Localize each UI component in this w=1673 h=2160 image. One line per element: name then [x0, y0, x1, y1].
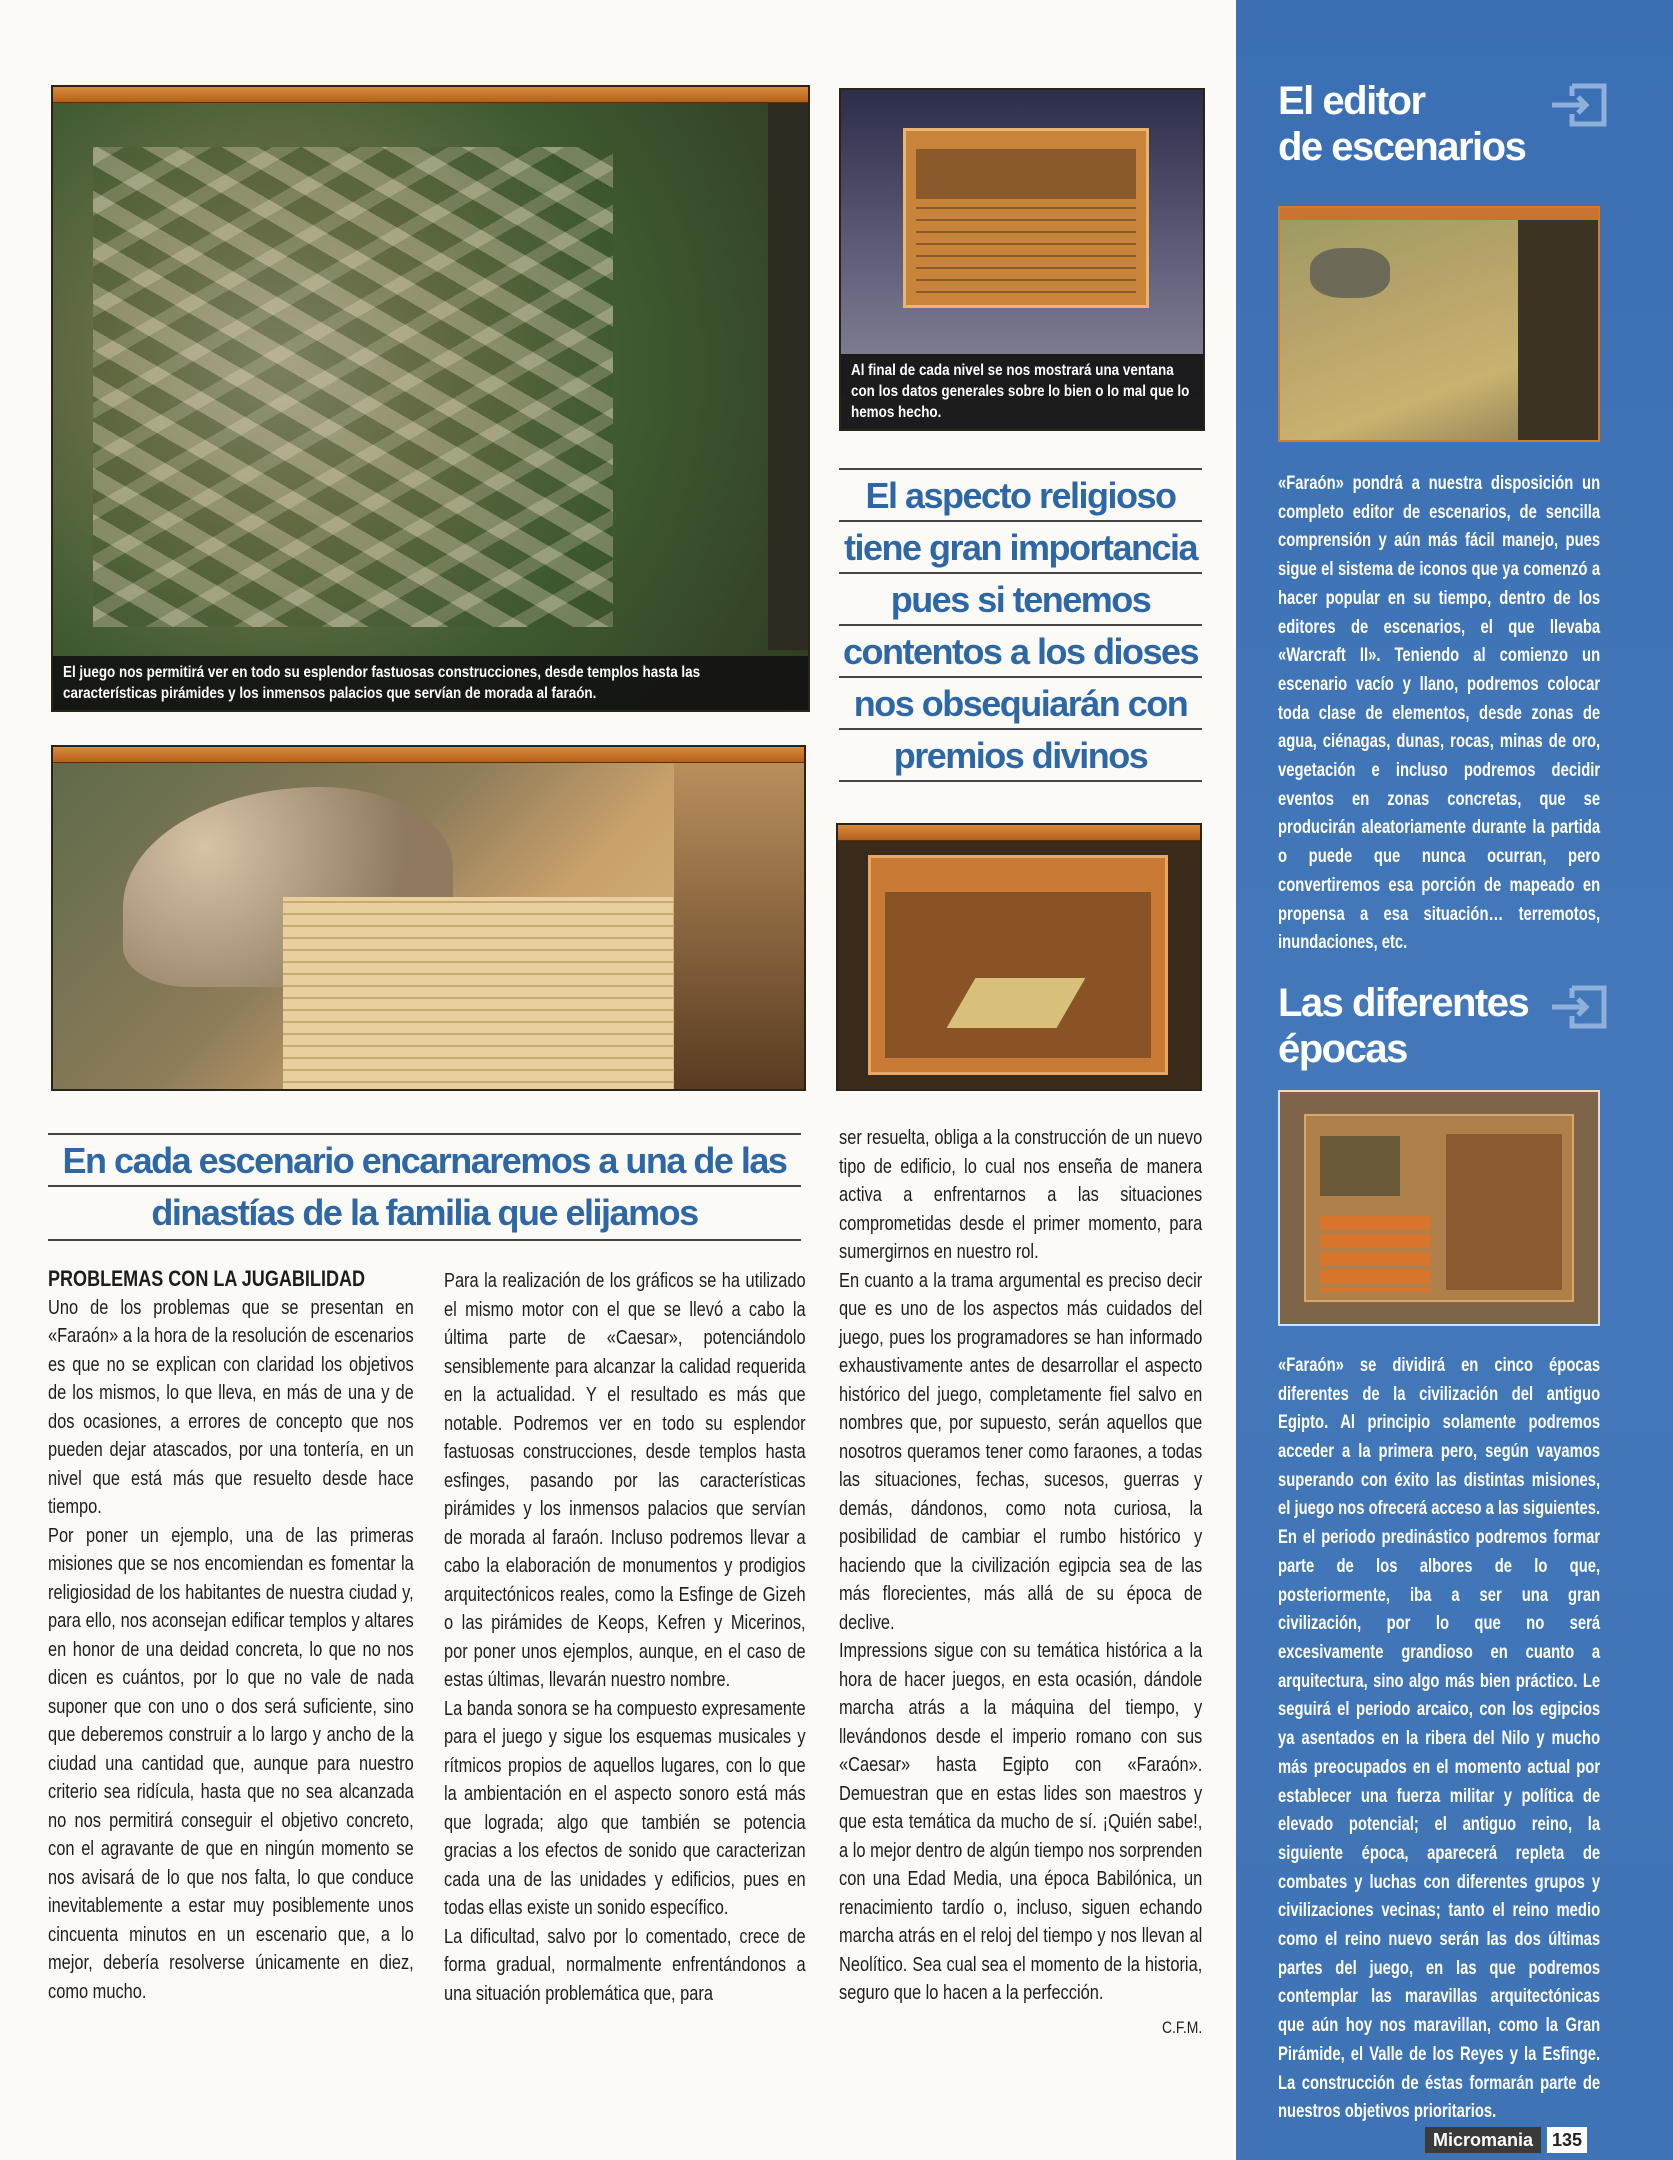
- headline-line: En cada escenario encarnaremos a una de las: [48, 1135, 801, 1187]
- sidebar-text-epochs: «Faraón» se dividirá en cinco épocas diferentes de la civilización del antiguo Egipto. Al principio solamente podremos acceder a la primera pero, según vayamos superando con éxito las distintas misiones, el juego nos ofrecerá acceso a las siguientes. En el periodo predinástico podremos formar parte de los albores de lo que, posteriormente, iba a ser una gran civilización, por lo que no será excesivamente grandioso en cuanto a arquitectura, sino algo más bien práctico. Le seguirá el periodo arcaico, con los egipcios ya asentados en la ribera del Nilo y mucho más preocupados en el momento actual por establecer una fuerza militar y política de elevado potencial; el antiguo reino, la siguiente época, aparecerá repleta de combates y luchas con diferentes grupos y civilizaciones vecinas; tanto el reino medio como el reino nuevo serán las dos últimas partes del juego, en las que podremos contemplar las maravillas arquitectónicas que aún hoy nos maravillan, como la Gran Pirámide, el Valle de los Reyes y la Esfinge. La construcción de éstas formarán parte de nuestros objetivos prioritarios.: [1278, 1354, 1601, 2123]
- footer-brand: [1425, 2127, 1673, 2153]
- article-column-3: [839, 1124, 1202, 2042]
- pull-quote-line: tiene gran importancia: [839, 522, 1202, 574]
- headline: [48, 1133, 801, 1241]
- paragraph: La banda sonora se ha compuesto expresamente para el juego y sigue los esquemas musicales y rítmicos propios de aquellos lugares, con lo que la ambientación en el aspecto sonoro está más que lograda; algo que también se potencia gracias a los efectos de sonido que caracterizan cada una de las unidades y edificios, pues en todas ellas existe un sonido específico.: [444, 1697, 806, 1919]
- sidebar: [1236, 0, 1673, 2160]
- map-dialog: [868, 855, 1168, 1075]
- editor-screenshot: [1278, 206, 1600, 442]
- magazine-name: Micromania: [1425, 2127, 1541, 2153]
- sphinx-screenshot: [51, 745, 806, 1091]
- city-buildings: [93, 147, 613, 627]
- paragraph: Para la realización de los gráficos se ha utilizado el mismo motor con el que se llevó a cabo la última parte de «Caesar», potenciándolo sensiblemente para alcanzar la calidad requerida en la actualidad. Y el resultado es más que notable. Podremos ver en todo su esplendor fastuosas construcciones, desde templos hasta esfinges, pasando por las características pirámides y los inmensos palacios que servían de morada al faraón. Incluso podremos llevar a cabo la elaboración de monumentos y prodigios arquitectónicos reales, como la Esfinge de Gizeh o las pirámides de Keops, Kefren y Micerinos, por poner unos ejemplos, aunque, en el caso de estas últimas, llevarán nuestro nombre.: [444, 1270, 806, 1691]
- city-screenshot: [51, 85, 810, 712]
- game-sidepanel: [674, 763, 804, 1089]
- paragraph: Uno de los problemas que se presentan en «Faraón» a la hora de la resolución de escenarios es que no se explican con claridad los objetivos de los mismos, lo que lleva, en más de una y de dos ocasiones, a errores de concepto que nos pueden dejar atascados, por una tontería, en un nivel que está más que resuelto desde hace tiempo.: [48, 1296, 414, 1518]
- paragraph: La dificultad, salvo por lo comentado, crece de forma gradual, normalmente enfrentándonos a una situación problemática que, para: [444, 1925, 806, 2005]
- page-number: 135: [1547, 2127, 1587, 2153]
- game-menubar: [838, 825, 1200, 841]
- city-caption: El juego nos permitirá ver en todo su esplendor fastuosas construcciones, desde templos hasta las características pirámides y los inmensos palacios que servían de morada al faraón.: [53, 656, 808, 710]
- sidebar-head-editor: [1278, 78, 1608, 170]
- victory-screenshot: [839, 88, 1205, 431]
- pull-quote-line: pues si tenemos: [839, 574, 1202, 626]
- victory-dialog: [903, 128, 1149, 308]
- pull-quote-line: premios divinos: [839, 730, 1202, 782]
- article-column-1: [48, 1265, 414, 2006]
- paragraph: Por poner un ejemplo, una de las primeras misiones que se nos encomiendan es fomentar la religiosidad de los habitantes de nuestra ciudad y, para ello, nos aconsejan edificar templos y altares en honor de una deidad concreta, lo que no nos dicen es cuántos, por lo que no vale de nada suponer que con uno o dos será suficiente, sino que deberemos construir a lo largo y ancho de la ciudad una cantidad que, aunque para nuestro criterio sea ridícula, hasta que no sea alcanzada no nos permitirá conseguir el objetivo concreto, con el agravante de que en ningún momento se nos avisará de lo que nos falta, lo que conduce inevitablemente a estar muy posiblemente unos cincuenta minutos en un escenario que, a lo mejor, debería resolverse únicamente en diez, como mucho.: [48, 1524, 414, 2003]
- pull-quote-line: nos obsequiarán con: [839, 678, 1202, 730]
- signature: C.F.M.: [1161, 2017, 1203, 2037]
- pull-quote: [839, 468, 1202, 782]
- headline-line: dinastías de la familia que elijamos: [151, 1192, 698, 1233]
- pull-quote-line: El aspecto religioso: [839, 470, 1202, 522]
- paragraph: Impressions sigue con su temática histórica a la hora de hacer juegos, en esta ocasión, dándole marcha atrás a la máquina del tiempo, y llevándonos desde el imperio romano con sus «Caesar» hasta Egipto con «Faraón». Demuestran que en estas lides son maestros y que esta temática da mucho de sí. ¡Quién sabe!, a lo mejor dentro de algún tiempo nos sorprenden con una Edad Media, una época Babilónica, un renacimiento tardío o, incluso, siguen echando marcha atrás en el reloj del tiempo y nos llevan al Neolítico. Sea cual sea el momento de la historia, seguro que lo hacen a la perfección.: [839, 1640, 1203, 2004]
- sidebar-text-editor: «Faraón» pondrá a nuestra disposición un completo editor de escenarios, de sencilla comprensión y aún más fácil manejo, pues sigue el sistema de iconos que ya comenzó a hacer popular en su tiempo, dentro de los editores de escenarios, el que llevaba «Warcraft II». Teniendo al comienzo un escenario vacío y llano, podremos colocar toda clase de elementos, desde zonas de agua, ciénagas, dunas, rocas, minas de oro, vegetación e incluso podremos decidir eventos en zonas concretas, que se producirán aleatoriamente durante la partida o puede que nunca ocurran, pero convertiremos esa porción de mapeado en propensa a esa situación… terremotos, inundaciones, etc.: [1278, 473, 1601, 954]
- epochs-screenshot: [1278, 1090, 1600, 1326]
- sidebar-title-epochs: Las diferentes épocas: [1278, 980, 1529, 1071]
- sidebar-title-editor: El editor de escenarios: [1278, 79, 1526, 169]
- pyramid-steps: [283, 897, 673, 1091]
- section-heading: PROBLEMAS CON LA JUGABILIDAD: [48, 1266, 366, 1291]
- game-menubar: [53, 747, 804, 763]
- map-dialog-screenshot: [836, 823, 1202, 1091]
- pull-quote-line: contentos a los dioses: [839, 626, 1202, 678]
- article-column-2: [444, 1267, 806, 2008]
- sidebar-head-epochs: [1278, 980, 1608, 1072]
- game-menubar: [53, 87, 808, 103]
- enter-arrow-icon: [1550, 82, 1608, 128]
- paragraph: En cuanto a la trama argumental es preciso decir que es uno de los aspectos más cuidados del juego, pues los programadores se han informado exhaustivamente antes de desarrollar el aspecto histórico del juego, completamente fiel salvo en nombres que, por supuesto, serán aquellos que nosotros queramos tener como faraones, a todas las situaciones, fechas, sucesos, guerras y demás, dándonos, como nota curiosa, la posibilidad de cambiar el rumbo histórico y haciendo que la civilización egipcia sea de las más florecientes, más allá de su época de declive.: [839, 1269, 1203, 1634]
- victory-caption: Al final de cada nivel se nos mostrará una ventana con los datos generales sobre lo bien o lo mal que lo hemos hecho.: [841, 354, 1203, 429]
- enter-arrow-icon: [1550, 984, 1608, 1030]
- game-sidepanel: [768, 103, 808, 650]
- paragraph: ser resuelta, obliga a la construcción de un nuevo tipo de edificio, lo cual nos enseña de manera activa a enfrentarnos a las situaciones comprometidas desde el primer momento, para sumergirnos en nuestro rol.: [839, 1127, 1203, 1263]
